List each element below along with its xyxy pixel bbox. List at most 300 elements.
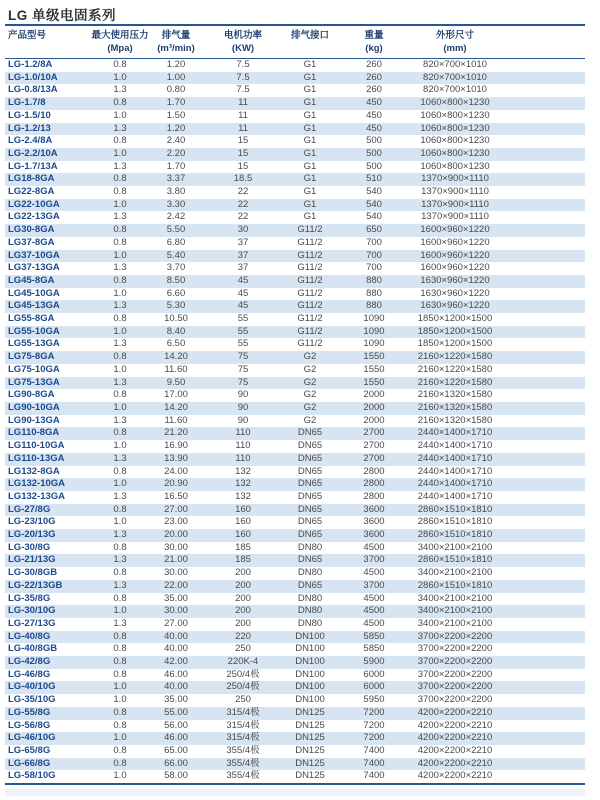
cell-power: 132 [235, 465, 251, 477]
cell-model: LG-1.0/10A [8, 71, 58, 83]
table-row [5, 605, 585, 618]
cell-power: 110 [235, 427, 251, 439]
cell-displacement: 14.20 [164, 351, 188, 363]
cell-interface: DN100 [295, 643, 325, 655]
table-row [5, 681, 585, 694]
spacer-cell [495, 580, 585, 593]
table-row [5, 529, 585, 542]
cell-displacement: 2.20 [166, 147, 186, 159]
cell-power: 200 [235, 567, 251, 579]
cell-weight: 2000 [363, 414, 385, 426]
table-row [5, 97, 585, 110]
cell-dimensions: 1850×1200×1500 [417, 325, 493, 337]
spacer-cell [495, 326, 585, 339]
cell-interface: G2 [303, 389, 317, 401]
cell-model: LG-66/8G [8, 757, 51, 769]
cell-model: LG-22/13GB [8, 579, 63, 591]
cell-weight: 700 [366, 262, 382, 274]
cell-interface: DN80 [297, 617, 323, 629]
cell-dimensions: 2860×1510×1810 [417, 554, 493, 566]
cell-power: 160 [235, 529, 251, 541]
cell-pressure: 1.3 [113, 122, 127, 134]
cell-power: 355/4极 [226, 770, 260, 782]
cell-displacement: 55.00 [164, 706, 188, 718]
cell-pressure: 0.8 [113, 656, 127, 668]
cell-interface: G1 [303, 135, 317, 147]
cell-weight: 500 [366, 160, 382, 172]
cell-model: LG90-8GA [8, 389, 55, 401]
cell-weight: 540 [366, 198, 382, 210]
cell-displacement: 27.00 [164, 617, 188, 629]
cell-interface: G1 [303, 59, 317, 70]
cell-displacement: 6.50 [166, 338, 186, 350]
cell-dimensions: 1370×900×1110 [421, 186, 489, 198]
spacer-cell [495, 504, 585, 517]
cell-interface: G1 [303, 160, 317, 172]
table-row [5, 656, 585, 669]
cell-weight: 880 [366, 300, 382, 312]
cell-displacement: 1.00 [166, 71, 186, 83]
cell-displacement: 2.42 [166, 211, 186, 223]
cell-displacement: 9.50 [166, 376, 186, 388]
cell-model: LG55-13GA [8, 338, 60, 350]
cell-interface: DN125 [295, 770, 325, 782]
spacer-cell [495, 681, 585, 694]
cell-model: LG75-8GA [8, 351, 55, 363]
cell-displacement: 30.00 [164, 541, 188, 553]
cell-displacement: 35.00 [164, 694, 188, 706]
spacer-cell [495, 453, 585, 466]
cell-weight: 2800 [363, 490, 385, 502]
cell-weight: 450 [366, 109, 382, 121]
cell-model: LG-40/8G [8, 630, 51, 642]
spacer-cell [495, 300, 585, 313]
spacer-cell [495, 84, 585, 97]
cell-pressure: 0.8 [113, 173, 127, 185]
cell-weight: 3700 [363, 554, 385, 566]
cell-model: LG75-10GA [8, 363, 60, 375]
cell-pressure: 0.8 [113, 59, 127, 70]
cell-pressure: 0.8 [113, 744, 127, 756]
cell-power: 110 [235, 452, 251, 464]
cell-dimensions: 2440×1400×1710 [417, 465, 493, 477]
cell-interface: G11/2 [297, 249, 323, 261]
cell-interface: G1 [303, 211, 317, 223]
table-row [5, 173, 585, 186]
cell-dimensions: 2860×1510×1810 [417, 529, 493, 541]
cell-displacement: 3.30 [166, 198, 186, 210]
cell-pressure: 0.8 [113, 313, 127, 325]
cell-power: 315/4极 [226, 706, 260, 718]
cell-interface: G1 [303, 109, 317, 121]
cell-dimensions: 1370×900×1110 [421, 211, 489, 223]
cell-interface: DN65 [297, 427, 323, 439]
cell-interface: G1 [303, 84, 317, 96]
cell-dimensions: 1370×900×1110 [421, 173, 489, 185]
spacer-cell [495, 720, 585, 733]
cell-weight: 650 [366, 224, 382, 236]
cell-power: 250 [235, 694, 251, 706]
cell-power: 200 [235, 579, 251, 591]
cell-pressure: 0.8 [113, 389, 127, 401]
spacer-cell [495, 250, 585, 263]
table-row [5, 199, 585, 212]
cell-model: LG-2.2/10A [8, 147, 58, 159]
cell-weight: 4500 [363, 605, 385, 617]
cell-power: 11 [238, 97, 248, 109]
cell-dimensions: 1600×960×1220 [420, 236, 490, 248]
spacer-cell [495, 554, 585, 567]
cell-interface: G1 [303, 173, 317, 185]
cell-displacement: 8.50 [166, 274, 186, 286]
table-row [5, 618, 585, 631]
cell-dimensions: 3400×2100×2100 [417, 567, 493, 579]
cell-dimensions: 2440×1400×1710 [417, 478, 493, 490]
spacer-cell [495, 440, 585, 453]
cell-weight: 540 [366, 186, 382, 198]
cell-interface: DN125 [295, 757, 325, 769]
cell-displacement: 0.80 [166, 84, 186, 96]
cell-pressure: 0.8 [113, 236, 127, 248]
spacer-cell [495, 567, 585, 580]
cell-power: 160 [235, 516, 251, 528]
table-row [5, 516, 585, 529]
cell-weight: 2700 [363, 452, 385, 464]
cell-model: LG90-10GA [8, 401, 60, 413]
cell-interface: DN65 [297, 516, 323, 528]
cell-dimensions: 820×700×1010 [423, 84, 487, 96]
table-row [5, 262, 585, 275]
cell-displacement: 40.00 [164, 643, 188, 655]
column-header-dimensions: 外形尺寸 (mm) [415, 25, 495, 59]
cell-interface: DN100 [295, 694, 325, 706]
cell-power: 355/4极 [226, 757, 260, 769]
cell-interface: DN100 [295, 630, 325, 642]
spec-table-body [5, 59, 585, 785]
cell-weight: 2700 [363, 427, 385, 439]
cell-interface: DN80 [297, 567, 323, 579]
spacer-cell [495, 288, 585, 301]
cell-interface: G1 [303, 122, 317, 134]
cell-weight: 2800 [363, 478, 385, 490]
cell-model: LG-40/10G [8, 681, 56, 693]
spacer-cell [495, 199, 585, 212]
cell-interface: G11/2 [297, 262, 323, 274]
table-row [5, 491, 585, 504]
cell-interface: DN65 [297, 440, 323, 452]
spacer-cell [495, 97, 585, 110]
spec-table [5, 24, 585, 785]
cell-model: LG-58/10G [8, 770, 56, 782]
table-row [5, 593, 585, 606]
cell-interface: DN80 [297, 541, 323, 553]
cell-displacement: 56.00 [164, 719, 188, 731]
cell-power: 355/4极 [226, 744, 260, 756]
cell-dimensions: 2160×1220×1580 [417, 351, 493, 363]
cell-model: LG22-8GA [8, 186, 55, 198]
cell-weight: 1090 [363, 325, 385, 337]
cell-displacement: 16.90 [164, 440, 188, 452]
cell-pressure: 0.8 [113, 186, 127, 198]
spacer-cell [495, 542, 585, 555]
spacer-cell [495, 313, 585, 326]
column-header-displacement: 排气量 (m³/min) [153, 25, 199, 59]
spacer-cell [495, 161, 585, 174]
table-row [5, 300, 585, 313]
spacer-cell [495, 758, 585, 771]
cell-model: LG22-10GA [8, 198, 60, 210]
cell-interface: G11/2 [297, 274, 323, 286]
spacer-cell [495, 656, 585, 669]
cell-interface: G11/2 [297, 224, 323, 236]
table-row [5, 186, 585, 199]
cell-dimensions: 4200×2200×2210 [417, 732, 493, 744]
cell-interface: G2 [303, 414, 317, 426]
cell-pressure: 1.3 [113, 490, 127, 502]
cell-interface: G2 [303, 363, 317, 375]
cell-dimensions: 4200×2200×2210 [417, 757, 493, 769]
cell-interface: DN80 [297, 592, 323, 604]
cell-power: 315/4极 [226, 719, 260, 731]
spacer-cell [495, 364, 585, 377]
table-row [5, 351, 585, 364]
spacer-cell [495, 415, 585, 428]
cell-displacement: 40.00 [164, 630, 188, 642]
cell-power: 315/4极 [226, 732, 260, 744]
table-row [5, 275, 585, 288]
cell-model: LG-21/13G [8, 554, 56, 566]
cell-dimensions: 3700×2200×2200 [417, 694, 493, 706]
table-row [5, 631, 585, 644]
cell-pressure: 0.8 [113, 592, 127, 604]
spacer-cell [495, 707, 585, 720]
spacer-cell [495, 478, 585, 491]
cell-power: 200 [235, 617, 251, 629]
spacer-cell [495, 59, 585, 72]
cell-dimensions: 1630×960×1220 [420, 300, 490, 312]
cell-dimensions: 2160×1220×1580 [417, 363, 493, 375]
cell-dimensions: 3400×2100×2100 [417, 592, 493, 604]
cell-pressure: 1.3 [113, 211, 127, 223]
spacer-cell [495, 262, 585, 275]
table-row [5, 453, 585, 466]
cell-pressure: 1.0 [113, 605, 127, 617]
spacer-cell [495, 389, 585, 402]
spacer-cell [495, 338, 585, 351]
cell-model: LG-1.2/13 [8, 122, 51, 134]
cell-pressure: 1.0 [113, 147, 127, 159]
spacer-cell [495, 618, 585, 631]
cell-displacement: 1.20 [166, 122, 186, 134]
cell-interface: DN125 [295, 744, 325, 756]
cell-pressure: 1.0 [113, 287, 127, 299]
cell-model: LG-27/13G [8, 617, 56, 629]
cell-power: 220 [235, 630, 251, 642]
spacer-cell [495, 402, 585, 415]
cell-pressure: 1.0 [113, 681, 127, 693]
cell-model: LG22-13GA [8, 211, 60, 223]
cell-model: LG-2.4/8A [8, 135, 53, 147]
cell-pressure: 0.8 [113, 351, 127, 363]
spacer-cell [495, 593, 585, 606]
cell-interface: G11/2 [297, 325, 323, 337]
cell-dimensions: 1600×960×1220 [420, 224, 490, 236]
cell-displacement: 5.50 [166, 224, 186, 236]
cell-pressure: 0.8 [113, 135, 127, 147]
cell-displacement: 6.60 [166, 287, 186, 299]
cell-interface: DN65 [297, 490, 323, 502]
table-row [5, 389, 585, 402]
cell-displacement: 6.80 [166, 236, 186, 248]
cell-pressure: 1.0 [113, 401, 127, 413]
spacer-cell [495, 135, 585, 148]
cell-model: LG-27/8G [8, 503, 51, 515]
cell-interface: DN125 [295, 732, 325, 744]
spacer-cell [495, 732, 585, 745]
cell-interface: G1 [303, 186, 317, 198]
table-row [5, 148, 585, 161]
cell-dimensions: 1630×960×1220 [420, 287, 490, 299]
cell-interface: G11/2 [297, 338, 323, 350]
spacer-cell [495, 110, 585, 123]
cell-interface: G1 [303, 147, 317, 159]
cell-weight: 4500 [363, 617, 385, 629]
cell-model: LG37-13GA [8, 262, 60, 274]
cell-displacement: 5.30 [166, 300, 186, 312]
spacer-cell [495, 237, 585, 250]
cell-model: LG18-8GA [8, 173, 55, 185]
cell-displacement: 42.00 [164, 656, 188, 668]
table-row [5, 542, 585, 555]
spacer-cell [495, 173, 585, 186]
cell-dimensions: 1060×800×1230 [420, 109, 490, 121]
cell-displacement: 35.00 [164, 592, 188, 604]
cell-weight: 260 [366, 59, 382, 70]
cell-model: LG-55/8G [8, 706, 51, 718]
spacer-cell [495, 427, 585, 440]
cell-power: 18.5 [233, 173, 253, 185]
cell-model: LG75-13GA [8, 376, 60, 388]
cell-dimensions: 2160×1320×1580 [417, 414, 493, 426]
spacer-cell [495, 643, 585, 656]
cell-power: 30 [237, 224, 249, 236]
table-row [5, 364, 585, 377]
cell-pressure: 1.0 [113, 694, 127, 706]
cell-pressure: 0.8 [113, 668, 127, 680]
cell-model: LG-0.8/13A [8, 84, 58, 96]
cell-dimensions: 1600×960×1220 [420, 262, 490, 274]
cell-power: 7.5 [236, 59, 250, 70]
cell-power: 7.5 [236, 84, 250, 96]
cell-pressure: 0.8 [113, 719, 127, 731]
spacer-cell [495, 211, 585, 224]
cell-weight: 1550 [363, 363, 385, 375]
cell-model: LG55-10GA [8, 325, 60, 337]
cell-power: 132 [235, 478, 251, 490]
cell-dimensions: 1060×800×1230 [420, 122, 490, 134]
cell-weight: 2700 [363, 440, 385, 452]
spacer-cell [495, 745, 585, 758]
cell-weight: 450 [366, 97, 382, 109]
cell-pressure: 1.3 [113, 617, 127, 629]
cell-power: 45 [237, 300, 249, 312]
cell-pressure: 1.3 [113, 160, 127, 172]
cell-weight: 540 [366, 211, 382, 223]
table-row [5, 732, 585, 745]
cell-weight: 4500 [363, 541, 385, 553]
spacer-cell [495, 186, 585, 199]
cell-weight: 4500 [363, 592, 385, 604]
cell-model: LG132-8GA [8, 465, 60, 477]
cell-pressure: 1.0 [113, 478, 127, 490]
cell-model: LG-30/8GB [8, 567, 58, 579]
cell-pressure: 0.8 [113, 757, 127, 769]
cell-displacement: 10.50 [164, 313, 188, 325]
cell-pressure: 1.0 [113, 249, 127, 261]
cell-weight: 3600 [363, 503, 385, 515]
cell-power: 185 [235, 554, 251, 566]
cell-dimensions: 1850×1200×1500 [417, 313, 493, 325]
cell-model: LG132-10GA [8, 478, 66, 490]
cell-model: LG-20/13G [8, 529, 56, 541]
cell-pressure: 1.3 [113, 452, 127, 464]
spacer-cell [495, 770, 585, 784]
cell-weight: 4500 [363, 567, 385, 579]
cell-interface: DN65 [297, 478, 323, 490]
cell-pressure: 0.8 [113, 567, 127, 579]
cell-interface: G1 [303, 198, 317, 210]
cell-displacement: 14.20 [164, 401, 188, 413]
cell-power: 75 [237, 363, 249, 375]
table-row [5, 135, 585, 148]
cell-interface: G11/2 [297, 287, 323, 299]
cell-model: LG-30/8G [8, 541, 51, 553]
cell-interface: DN125 [295, 719, 325, 731]
table-row [5, 377, 585, 390]
spacer-cell [495, 148, 585, 161]
cell-power: 55 [237, 313, 249, 325]
cell-model: LG110-13GA [8, 452, 65, 464]
cell-power: 22 [237, 198, 249, 210]
cell-displacement: 40.00 [164, 681, 188, 693]
table-row [5, 427, 585, 440]
cell-model: LG-46/10G [8, 732, 56, 744]
spacer-cell [495, 669, 585, 682]
cell-pressure: 0.8 [113, 706, 127, 718]
cell-weight: 6000 [363, 668, 385, 680]
cell-displacement: 30.00 [164, 567, 188, 579]
cell-pressure: 1.3 [113, 376, 127, 388]
cell-model: LG110-10GA [8, 440, 65, 452]
cell-pressure: 0.8 [113, 630, 127, 642]
cell-weight: 500 [366, 135, 382, 147]
cell-weight: 7400 [363, 744, 385, 756]
cell-weight: 5850 [363, 630, 385, 642]
cell-dimensions: 3700×2200×2200 [417, 668, 493, 680]
cell-displacement: 23.00 [164, 516, 188, 528]
table-row [5, 250, 585, 263]
cell-displacement: 46.00 [164, 732, 188, 744]
cell-model: LG-35/10G [8, 694, 56, 706]
cell-interface: DN100 [295, 656, 325, 668]
table-row [5, 504, 585, 517]
cell-dimensions: 4200×2200×2210 [417, 770, 493, 782]
cell-weight: 700 [366, 249, 382, 261]
table-row [5, 123, 585, 136]
cell-interface: DN80 [297, 605, 323, 617]
cell-power: 250/4极 [226, 681, 260, 693]
cell-dimensions: 1850×1200×1500 [417, 338, 493, 350]
